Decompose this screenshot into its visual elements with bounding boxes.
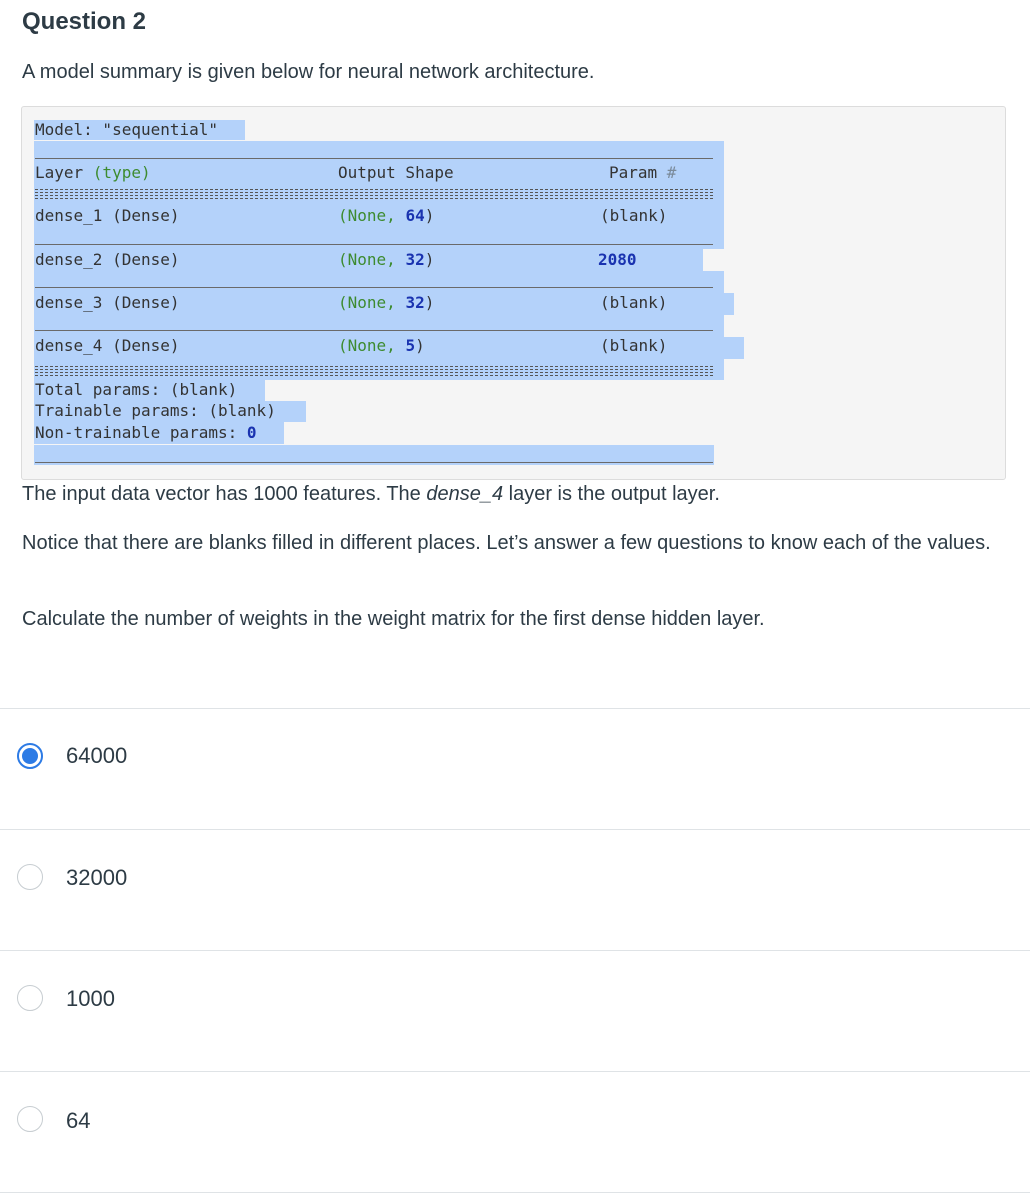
- option-label: 64: [66, 1108, 91, 1133]
- radio-button[interactable]: [17, 864, 43, 890]
- radio-button-selected[interactable]: [17, 743, 43, 769]
- layer-name: dense_2 (Dense): [35, 250, 180, 269]
- input-description: The input data vector has 1000 features. The dense_4 layer is the output layer.: [22, 483, 720, 505]
- answer-option-64[interactable]: [0, 1072, 1030, 1192]
- notice-text: Notice that there are blanks filled in different places. Let’s answer a few questions to know each of the values.: [22, 532, 991, 554]
- layer-name: dense_4 (Dense): [35, 336, 180, 355]
- total-params: Total params: (blank): [35, 380, 238, 399]
- header-layer: Layer (type): [35, 163, 151, 182]
- header-param: Param #: [609, 163, 677, 182]
- output-shape: (None, 64): [338, 206, 435, 225]
- non-trainable-params: Non-trainable params: 0: [35, 423, 257, 442]
- param-count: 2080: [598, 250, 637, 269]
- option-label: 1000: [66, 986, 115, 1011]
- radio-button[interactable]: [17, 1106, 43, 1132]
- trainable-params: Trainable params: (blank): [35, 401, 276, 420]
- layer-name: dense_1 (Dense): [35, 206, 180, 225]
- param-count: (blank): [600, 336, 668, 355]
- question-prompt: Calculate the number of weights in the weight matrix for the first dense hidden layer.: [22, 608, 765, 630]
- option-label: 32000: [66, 865, 128, 890]
- param-count: (blank): [600, 206, 668, 225]
- output-shape: (None, 32): [338, 293, 435, 312]
- answer-option-64000[interactable]: [0, 709, 1030, 829]
- radio-button[interactable]: [17, 985, 43, 1011]
- answer-option-32000[interactable]: [0, 830, 1030, 950]
- header-output-shape: Output Shape: [338, 163, 454, 182]
- output-shape: (None, 5): [338, 336, 425, 355]
- layer-name: dense_3 (Dense): [35, 293, 180, 312]
- answer-option-1000[interactable]: [0, 951, 1030, 1071]
- option-label: 64000: [66, 743, 128, 768]
- param-count: (blank): [600, 293, 668, 312]
- model-name-line: Model: "sequential": [35, 120, 219, 139]
- question-intro: A model summary is given below for neural network architecture.: [22, 61, 595, 83]
- output-shape: (None, 32): [338, 250, 435, 269]
- question-title: Question 2: [22, 8, 147, 35]
